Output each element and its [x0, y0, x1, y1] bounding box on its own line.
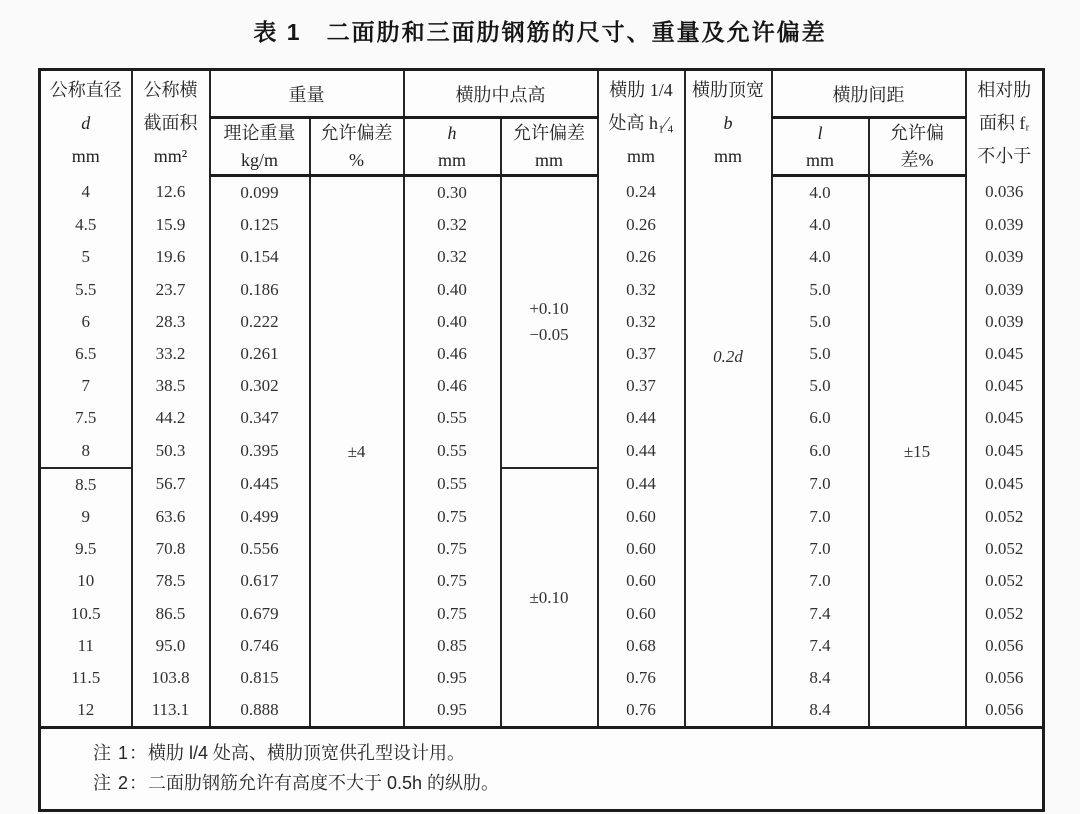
cell-diameter: 5 — [40, 241, 132, 273]
cell-h: 0.30 — [404, 176, 501, 210]
cell-area: 19.6 — [132, 241, 210, 273]
cell-spacing: 5.0 — [772, 306, 869, 338]
header-line: mm — [713, 145, 742, 166]
header-rib-spacing-group: 横肋间距 — [772, 70, 966, 118]
cell-relative-area: 0.052 — [966, 565, 1044, 597]
cell-quarter-height: 0.60 — [598, 598, 685, 630]
cell-area: 23.7 — [132, 274, 210, 306]
cell-relative-area: 0.056 — [966, 694, 1044, 728]
cell-spacing: 8.4 — [772, 662, 869, 694]
cell-spacing: 7.0 — [772, 501, 869, 533]
cell-area: 63.6 — [132, 501, 210, 533]
header-line: l — [817, 122, 823, 143]
header-line: mm — [626, 145, 655, 166]
cell-quarter-height: 0.24 — [598, 176, 685, 210]
cell-relative-area: 0.056 — [966, 662, 1044, 694]
cell-quarter-height: 0.37 — [598, 370, 685, 402]
cell-spacing: 8.4 — [772, 694, 869, 728]
cell-relative-area: 0.056 — [966, 630, 1044, 662]
header-theoretical-weight — [210, 118, 310, 176]
cell-weight: 0.815 — [210, 662, 310, 694]
header-line: 公称横 — [143, 79, 198, 100]
cell-spacing: 4.0 — [772, 176, 869, 210]
note-label: 注 2： — [93, 773, 149, 794]
cell-h: 0.55 — [404, 435, 501, 468]
cell-quarter-height: 0.32 — [598, 274, 685, 306]
header-line: 横肋顶宽 — [692, 79, 764, 100]
cell-weight: 0.347 — [210, 402, 310, 434]
cell-spacing: 7.0 — [772, 533, 869, 565]
cell-h: 0.55 — [404, 468, 501, 501]
cell-spacing: 6.0 — [772, 435, 869, 468]
deviation-line: +0.10 — [529, 298, 569, 318]
cell-quarter-height: 0.44 — [598, 402, 685, 434]
cell-relative-area: 0.052 — [966, 501, 1044, 533]
header-line: 允许偏差 — [320, 122, 393, 143]
cell-area: 50.3 — [132, 435, 210, 468]
cell-area: 86.5 — [132, 598, 210, 630]
cell-weight: 0.746 — [210, 630, 310, 662]
cell-h: 0.40 — [404, 274, 501, 306]
header-line: % — [349, 149, 364, 170]
cell-relative-area: 0.045 — [966, 402, 1044, 434]
cell-diameter: 8 — [40, 435, 132, 468]
cell-h-deviation-lower: ±0.10 — [501, 468, 598, 728]
cell-diameter: 6.5 — [40, 338, 132, 370]
cell-quarter-height: 0.32 — [598, 306, 685, 338]
cell-quarter-height: 0.26 — [598, 209, 685, 241]
cell-diameter: 10 — [40, 565, 132, 597]
cell-relative-area: 0.039 — [966, 274, 1044, 306]
cell-area: 103.8 — [132, 662, 210, 694]
header-group-row — [40, 70, 1044, 118]
cell-quarter-height: 0.68 — [598, 630, 685, 662]
header-line: b — [723, 112, 733, 133]
header-line: 允许偏差 — [513, 122, 585, 143]
cell-diameter: 4 — [40, 176, 132, 210]
cell-h: 0.95 — [404, 662, 501, 694]
cell-area: 28.3 — [132, 306, 210, 338]
rebar-spec-table — [38, 68, 1045, 812]
cell-area: 44.2 — [132, 402, 210, 434]
cell-h-deviation-upper — [501, 176, 598, 468]
header-line: 理论重量 — [223, 122, 296, 143]
header-weight-deviation — [310, 118, 404, 176]
cell-h: 0.75 — [404, 598, 501, 630]
header-line: mm — [437, 149, 466, 170]
cell-quarter-height: 0.76 — [598, 662, 685, 694]
cell-relative-area: 0.039 — [966, 209, 1044, 241]
cell-spacing: 5.0 — [772, 274, 869, 306]
cell-diameter: 9.5 — [40, 533, 132, 565]
cell-weight: 0.154 — [210, 241, 310, 273]
cell-area: 15.9 — [132, 209, 210, 241]
cell-quarter-height: 0.60 — [598, 533, 685, 565]
cell-h: 0.46 — [404, 338, 501, 370]
cell-weight: 0.099 — [210, 176, 310, 210]
header-line: 处高 h₁⁄₄ — [608, 112, 674, 133]
cell-spacing: 7.0 — [772, 565, 869, 597]
header-line: mm — [805, 149, 834, 170]
cell-area: 113.1 — [132, 694, 210, 728]
header-line: 横肋 1/4 — [609, 79, 673, 100]
cell-quarter-height: 0.44 — [598, 468, 685, 501]
header-line: 允许偏 — [890, 122, 944, 143]
deviation-line: −0.05 — [529, 324, 569, 344]
note-item — [93, 738, 1042, 768]
cell-quarter-height: 0.76 — [598, 694, 685, 728]
cell-relative-area: 0.039 — [966, 306, 1044, 338]
cell-h: 0.75 — [404, 533, 501, 565]
cell-diameter: 4.5 — [40, 209, 132, 241]
cell-area: 95.0 — [132, 630, 210, 662]
header-relative-rib-area — [966, 70, 1044, 176]
header-line: h — [447, 122, 457, 143]
cell-weight: 0.186 — [210, 274, 310, 306]
cell-relative-area: 0.052 — [966, 598, 1044, 630]
cell-rib-top-width: 0.2d — [685, 176, 772, 728]
cell-quarter-height: 0.37 — [598, 338, 685, 370]
note-label: 注 1： — [93, 743, 149, 764]
cell-diameter: 7 — [40, 370, 132, 402]
header-line: 差% — [900, 149, 934, 170]
cell-h: 0.55 — [404, 402, 501, 434]
cell-weight: 0.302 — [210, 370, 310, 402]
cell-spacing: 7.0 — [772, 468, 869, 501]
table-body — [40, 176, 1044, 728]
cell-weight-deviation: ±4 — [310, 176, 404, 728]
cell-diameter: 8.5 — [40, 468, 132, 501]
note-text: 横肋 l/4 处高、横肋顶宽供孔型设计用。 — [148, 743, 466, 764]
header-line: d — [81, 112, 91, 133]
cell-area: 33.2 — [132, 338, 210, 370]
cell-h: 0.75 — [404, 501, 501, 533]
cell-quarter-height: 0.26 — [598, 241, 685, 273]
cell-weight: 0.261 — [210, 338, 310, 370]
header-line: 公称直径 — [49, 79, 122, 100]
cell-relative-area: 0.045 — [966, 435, 1044, 468]
cell-weight: 0.395 — [210, 435, 310, 468]
table-header — [40, 70, 1044, 176]
cell-weight: 0.222 — [210, 306, 310, 338]
cell-spacing: 7.4 — [772, 598, 869, 630]
note-item — [93, 768, 1042, 798]
cell-relative-area: 0.045 — [966, 370, 1044, 402]
notes-row — [40, 728, 1044, 811]
header-nominal-area — [132, 70, 210, 176]
cell-h: 0.75 — [404, 565, 501, 597]
cell-weight: 0.499 — [210, 501, 310, 533]
table-notes — [40, 728, 1044, 811]
header-l-deviation — [869, 118, 966, 176]
header-line: 截面积 — [143, 112, 198, 133]
cell-h: 0.46 — [404, 370, 501, 402]
cell-h: 0.95 — [404, 694, 501, 728]
cell-weight: 0.888 — [210, 694, 310, 728]
cell-diameter: 6 — [40, 306, 132, 338]
cell-quarter-height: 0.44 — [598, 435, 685, 468]
cell-spacing: 5.0 — [772, 370, 869, 402]
cell-spacing: 4.0 — [772, 241, 869, 273]
header-nominal-diameter — [40, 70, 132, 176]
header-h — [404, 118, 501, 176]
cell-weight: 0.679 — [210, 598, 310, 630]
cell-relative-area: 0.045 — [966, 338, 1044, 370]
header-rib-top-width — [685, 70, 772, 176]
cell-diameter: 9 — [40, 501, 132, 533]
cell-diameter: 10.5 — [40, 598, 132, 630]
cell-spacing: 6.0 — [772, 402, 869, 434]
cell-area: 70.8 — [132, 533, 210, 565]
cell-area: 38.5 — [132, 370, 210, 402]
cell-h: 0.40 — [404, 306, 501, 338]
cell-spacing: 4.0 — [772, 209, 869, 241]
header-weight-group: 重量 — [210, 70, 404, 118]
table-footer — [40, 728, 1044, 811]
cell-relative-area: 0.052 — [966, 533, 1044, 565]
cell-quarter-height: 0.60 — [598, 565, 685, 597]
header-line: mm — [534, 149, 563, 170]
table-title: 表 1 二面肋和三面肋钢筋的尺寸、重量及允许偏差 — [253, 19, 827, 45]
header-line: 不小于 — [977, 145, 1032, 166]
cell-spacing-deviation: ±15 — [869, 176, 966, 728]
cell-weight: 0.445 — [210, 468, 310, 501]
cell-area: 78.5 — [132, 565, 210, 597]
cell-diameter: 7.5 — [40, 402, 132, 434]
header-line: 面积 fᵣ — [978, 112, 1030, 133]
header-l — [772, 118, 869, 176]
header-quarter-height — [598, 70, 685, 176]
header-line: mm² — [153, 145, 188, 166]
cell-spacing: 5.0 — [772, 338, 869, 370]
cell-diameter: 5.5 — [40, 274, 132, 306]
note-text: 二面肋钢筋允许有高度不大于 0.5h 的纵肋。 — [148, 773, 500, 794]
cell-h: 0.85 — [404, 630, 501, 662]
cell-diameter: 11 — [40, 630, 132, 662]
cell-weight: 0.556 — [210, 533, 310, 565]
cell-weight: 0.617 — [210, 565, 310, 597]
cell-spacing: 7.4 — [772, 630, 869, 662]
header-rib-mid-height-group: 横肋中点高 — [404, 70, 598, 118]
cell-quarter-height: 0.60 — [598, 501, 685, 533]
cell-relative-area: 0.045 — [966, 468, 1044, 501]
header-h-deviation — [501, 118, 598, 176]
header-line: 相对肋 — [977, 79, 1032, 100]
cell-area: 56.7 — [132, 468, 210, 501]
cell-diameter: 11.5 — [40, 662, 132, 694]
cell-h: 0.32 — [404, 209, 501, 241]
cell-diameter: 12 — [40, 694, 132, 728]
table-row — [40, 176, 1044, 210]
cell-relative-area: 0.039 — [966, 241, 1044, 273]
header-line: kg/m — [240, 149, 278, 170]
cell-relative-area: 0.036 — [966, 176, 1044, 210]
header-line: mm — [71, 145, 100, 166]
cell-weight: 0.125 — [210, 209, 310, 241]
cell-area: 12.6 — [132, 176, 210, 210]
cell-h: 0.32 — [404, 241, 501, 273]
